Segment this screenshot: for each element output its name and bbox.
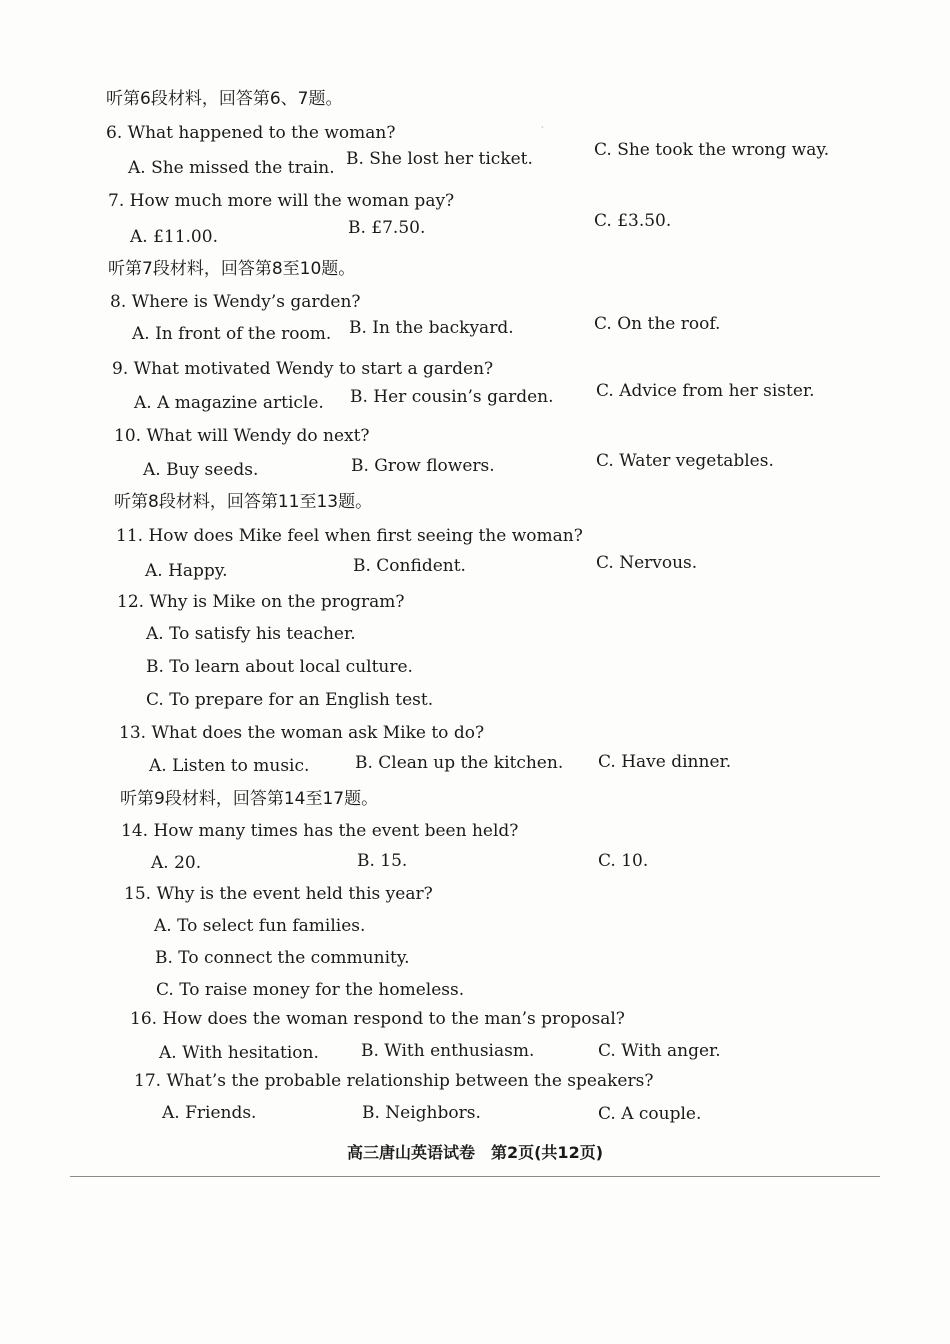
- question-stem: 10. What will Wendy do next?: [114, 426, 370, 446]
- option-b: B. Neighbors.: [362, 1103, 481, 1123]
- question-stem: 8. Where is Wendy’s garden?: [110, 292, 361, 312]
- option-a: A. Friends.: [162, 1103, 257, 1123]
- option-a: A. She missed the train.: [128, 158, 335, 178]
- footer-divider: [70, 1176, 880, 1177]
- option-b: B. Her cousin’s garden.: [350, 387, 554, 407]
- option-b: B. Grow flowers.: [351, 456, 495, 476]
- option-a: A. Happy.: [145, 561, 228, 581]
- question-stem: 12. Why is Mike on the program?: [117, 592, 405, 612]
- option-b: B. With enthusiasm.: [361, 1041, 535, 1061]
- option-c: C. 10.: [598, 851, 649, 871]
- option-a: A. Listen to music.: [149, 756, 310, 776]
- option-b: B. To connect the community.: [155, 948, 410, 968]
- question-stem: 7. How much more will the woman pay?: [108, 191, 455, 211]
- option-c: C. Advice from her sister.: [596, 381, 815, 401]
- section-heading: 听第9段材料，回答第14至17题。: [120, 789, 379, 809]
- option-b: B. To learn about local culture.: [146, 657, 413, 677]
- option-c: C. Nervous.: [596, 553, 698, 573]
- section-heading: 听第8段材料，回答第11至13题。: [114, 492, 373, 512]
- option-b: B. £7.50.: [348, 218, 426, 238]
- option-b: B. Confident.: [353, 556, 466, 576]
- option-a: A. To satisfy his teacher.: [146, 624, 356, 644]
- option-b: B. She lost her ticket.: [346, 149, 533, 169]
- section-heading: 听第7段材料，回答第8至10题。: [108, 259, 356, 279]
- question-stem: 6. What happened to the woman?: [106, 123, 396, 143]
- option-c: C. To prepare for an English test.: [146, 690, 434, 710]
- section-heading: 听第6段材料，回答第6、7题。: [106, 89, 343, 109]
- question-stem: 11. How does Mike feel when first seeing the woman?: [116, 526, 583, 546]
- option-a: A. In front of the room.: [132, 324, 332, 344]
- option-a: A. To select fun families.: [154, 916, 366, 936]
- option-a: A. With hesitation.: [159, 1043, 319, 1063]
- option-b: B. In the backyard.: [349, 318, 514, 338]
- option-a: A. A magazine article.: [134, 393, 324, 413]
- question-stem: 17. What’s the probable relationship between the speakers?: [134, 1071, 654, 1091]
- question-stem: 15. Why is the event held this year?: [124, 884, 433, 904]
- question-stem: 9. What motivated Wendy to start a garden?: [112, 359, 494, 379]
- option-b: B. 15.: [357, 851, 408, 871]
- question-stem: 16. How does the woman respond to the man’s proposal?: [130, 1009, 625, 1029]
- option-c: C. To raise money for the homeless.: [156, 980, 465, 1000]
- option-c: C. Have dinner.: [598, 752, 732, 772]
- option-c: C. With anger.: [598, 1041, 721, 1061]
- option-c: C. A couple.: [598, 1104, 702, 1124]
- option-b: B. Clean up the kitchen.: [355, 753, 564, 773]
- option-c: C. Water vegetables.: [596, 451, 774, 471]
- option-c: C. She took the wrong way.: [594, 140, 830, 160]
- bleed-through-text: ·: [540, 118, 545, 136]
- option-a: A. £11.00.: [130, 227, 218, 247]
- question-stem: 14. How many times has the event been held?: [121, 821, 519, 841]
- page-footer: 高三唐山英语试卷 第2页(共12页): [346, 1143, 604, 1162]
- option-c: C. £3.50.: [594, 211, 672, 231]
- option-a: A. Buy seeds.: [143, 460, 259, 480]
- option-c: C. On the roof.: [594, 314, 721, 334]
- option-a: A. 20.: [151, 853, 202, 873]
- question-stem: 13. What does the woman ask Mike to do?: [119, 723, 485, 743]
